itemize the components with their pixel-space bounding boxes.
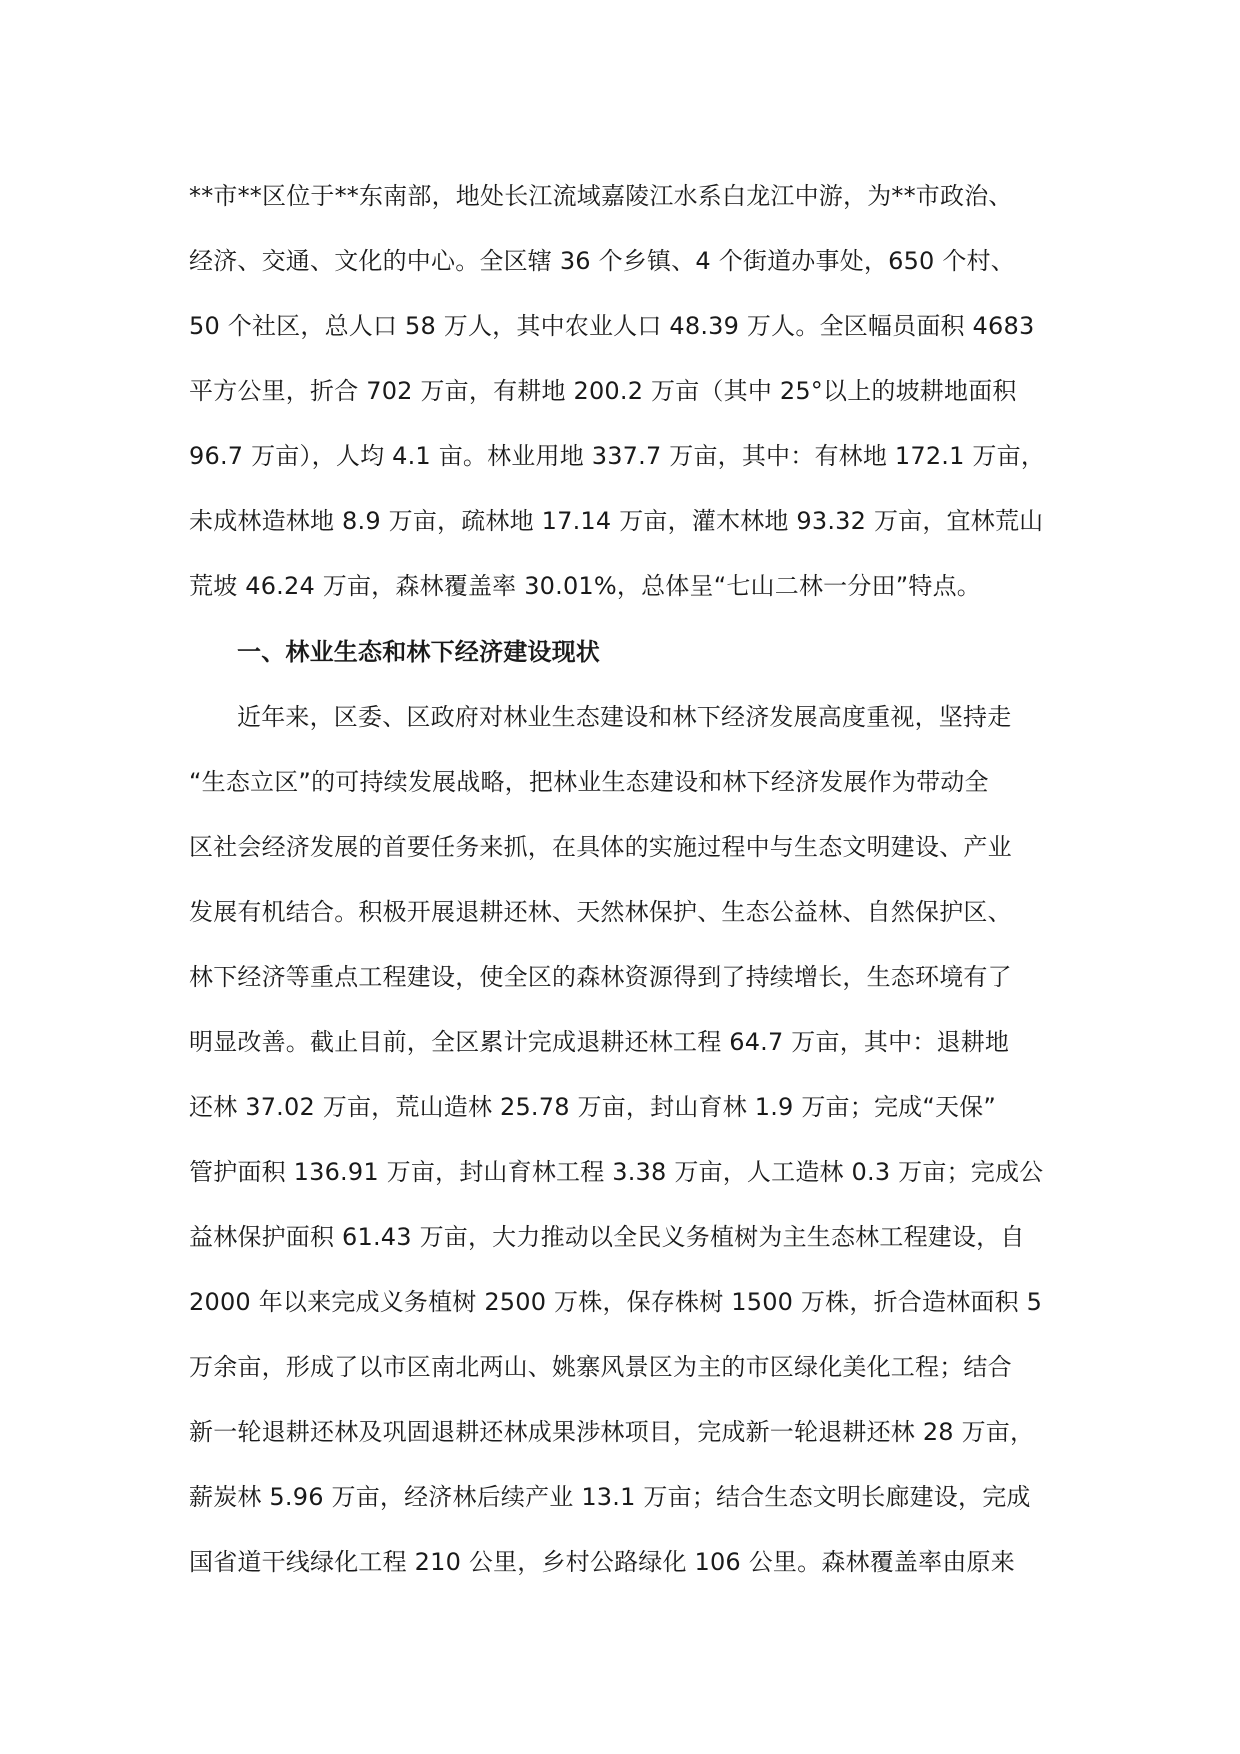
body-line: 国省道干线绿化工程 210 公里，乡村公路绿化 106 公里。森林覆盖率由原来 — [189, 1548, 1015, 1576]
intro-line: 经济、交通、文化的中心。全区辖 36 个乡镇、4 个街道办事处，650 个村、 — [189, 247, 1015, 275]
body-line: 明显改善。截止目前，全区累计完成退耕还林工程 64.7 万亩，其中：退耕地 — [189, 1028, 1010, 1056]
intro-line: 荒坡 46.24 万亩，森林覆盖率 30.01%，总体呈“七山二林一分田”特点。 — [189, 572, 981, 600]
intro-line: 96.7 万亩），人均 4.1 亩。林业用地 337.7 万亩，其中：有林地 172.1 万亩， — [189, 442, 1046, 470]
body-line: 新一轮退耕还林及巩固退耕还林成果涉林项目，完成新一轮退耕还林 28 万亩， — [189, 1418, 1035, 1446]
body-line: 林下经济等重点工程建设，使全区的森林资源得到了持续增长，生态环境有了 — [189, 963, 1012, 991]
intro-line: **市**区位于**东南部，地处长江流域嘉陵江水系白龙江中游，为**市政治、 — [189, 182, 1013, 210]
intro-line: 平方公里，折合 702 万亩，有耕地 200.2 万亩（其中 25°以上的坡耕地面积 — [189, 377, 1017, 405]
body-line: “生态立区”的可持续发展战略，把林业生态建设和林下经济发展作为带动全 — [189, 768, 989, 796]
intro-line: 未成林造林地 8.9 万亩，疏林地 17.14 万亩，灌木林地 93.32 万亩，宜林荒山 — [189, 507, 1044, 535]
body-line: 还林 37.02 万亩，荒山造林 25.78 万亩，封山育林 1.9 万亩；完成“天保” — [189, 1093, 997, 1121]
body-line: 近年来，区委、区政府对林业生态建设和林下经济发展高度重视，坚持走 — [237, 703, 1012, 731]
body-line: 管护面积 136.91 万亩，封山育林工程 3.38 万亩，人工造林 0.3 万亩；完成公 — [189, 1158, 1044, 1186]
body-line: 区社会经济发展的首要任务来抓，在具体的实施过程中与生态文明建设、产业 — [189, 833, 1012, 861]
section-heading: 一、林业生态和林下经济建设现状 — [237, 638, 600, 666]
body-line: 益林保护面积 61.43 万亩，大力推动以全民义务植树为主生态林工程建设，自 — [189, 1223, 1025, 1251]
body-line: 薪炭林 5.96 万亩，经济林后续产业 13.1 万亩；结合生态文明长廊建设，完成 — [189, 1483, 1031, 1511]
intro-line: 50 个社区，总人口 58 万人，其中农业人口 48.39 万人。全区幅员面积 4683 — [189, 312, 1035, 340]
body-line: 万余亩，形成了以市区南北两山、姚寨风景区为主的市区绿化美化工程；结合 — [189, 1353, 1012, 1381]
body-line: 发展有机结合。积极开展退耕还林、天然林保护、生态公益林、自然保护区、 — [189, 898, 1012, 926]
body-line: 2000 年以来完成义务植树 2500 万株，保存株树 1500 万株，折合造林面积 5 — [189, 1288, 1043, 1316]
